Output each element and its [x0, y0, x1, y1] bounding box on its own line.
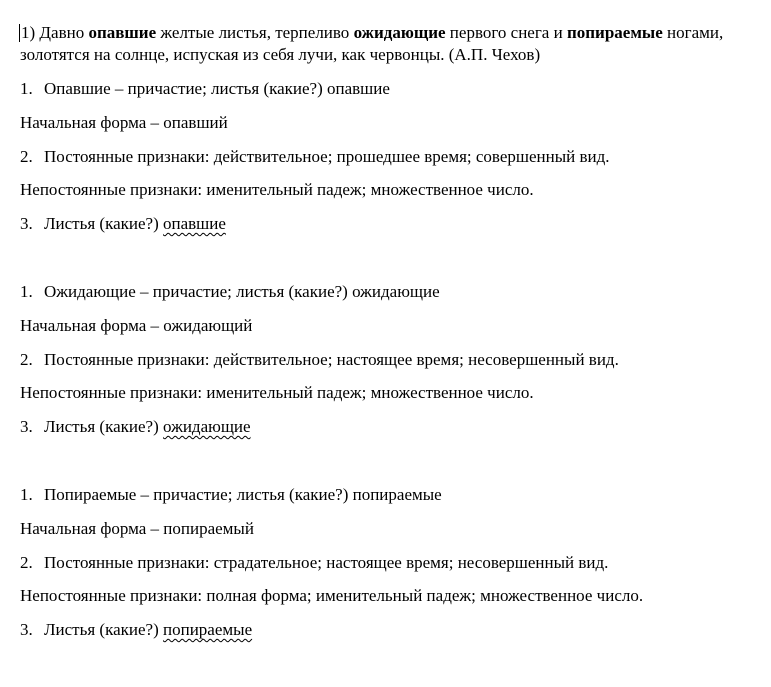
- intro-bold-1: опавшие: [88, 23, 157, 42]
- list-number: 3.: [20, 214, 33, 234]
- line-text: Листья (какие?): [44, 214, 159, 234]
- block-2-initial-form: Начальная форма – ожидающий: [20, 315, 253, 335]
- list-number: 2.: [20, 552, 33, 572]
- block-2-line-1: [20, 281, 760, 303]
- intro-text-1: Давно: [39, 23, 85, 42]
- line-text: Листья (какие?): [44, 620, 159, 640]
- list-number: 3.: [20, 620, 33, 640]
- analysis-block-3: [20, 484, 760, 641]
- block-1-nonconstant: Непостоянные признаки: именительный падеж; множественное число.: [20, 180, 534, 200]
- intro-number: 1): [21, 23, 36, 42]
- intro-paragraph[interactable]: [20, 22, 760, 66]
- empty-line: [20, 450, 760, 484]
- line-text: Попираемые – причастие; листья (какие?) попираемые: [44, 484, 442, 504]
- list-number: 1.: [20, 281, 33, 301]
- block-1-line-1: [20, 78, 760, 100]
- intro-bold-3: попираемые: [566, 23, 663, 42]
- block-1-line-3: [20, 213, 760, 235]
- block-2-nonconstant: Непостоянные признаки: именительный падеж; множественное число.: [20, 383, 534, 403]
- block-3-nonconstant: Непостоянные признаки: полная форма; именительный падеж; множественное число.: [20, 586, 644, 606]
- line-text: Опавшие – причастие; листья (какие?) опавшие: [44, 79, 390, 98]
- block-2-line-3: [20, 416, 760, 438]
- line-text: Ожидающие – причастие; листья (какие?) ожидающие: [44, 281, 440, 301]
- spellcheck-word[interactable]: опавшие: [163, 214, 226, 234]
- analysis-block-1: [20, 78, 760, 235]
- spellcheck-word[interactable]: ожидающие: [163, 417, 251, 437]
- line-text: Листья (какие?): [44, 417, 159, 437]
- line-text: Постоянные признаки: действительное; настоящее время; несовершенный вид.: [44, 349, 619, 369]
- intro-text-4: ногами, золотятся на солнце, испуская из себя лучи, как червонцы. (А.П. Чехов): [20, 23, 724, 64]
- list-number: 1.: [20, 484, 33, 504]
- list-number: 1.: [20, 79, 33, 98]
- block-3-line-2: [20, 552, 760, 574]
- analysis-block-2: [20, 281, 760, 438]
- line-text: Постоянные признаки: действительное; прошедшее время; совершенный вид.: [44, 146, 610, 166]
- intro-text-2: желтые листья, терпеливо: [160, 23, 350, 42]
- block-1-line-2: [20, 146, 760, 168]
- list-number: 2.: [20, 349, 33, 369]
- block-3-initial-form: Начальная форма – попираемый: [20, 518, 254, 538]
- block-2-line-2: [20, 349, 760, 371]
- block-3-line-1: [20, 484, 760, 506]
- intro-bold-2: ожидающие: [353, 23, 446, 42]
- line-text: Постоянные признаки: страдательное; настоящее время; несовершенный вид.: [44, 552, 609, 572]
- document-body[interactable]: [20, 22, 760, 653]
- list-number: 2.: [20, 146, 33, 166]
- list-number: 3.: [20, 417, 33, 437]
- empty-line: [20, 247, 760, 281]
- block-1-initial-form: Начальная форма – опавший: [20, 112, 228, 132]
- spellcheck-word[interactable]: попираемые: [163, 620, 253, 640]
- text-cursor: [19, 24, 20, 42]
- intro-text-3: первого снега и: [449, 23, 563, 42]
- block-3-line-3: [20, 619, 760, 641]
